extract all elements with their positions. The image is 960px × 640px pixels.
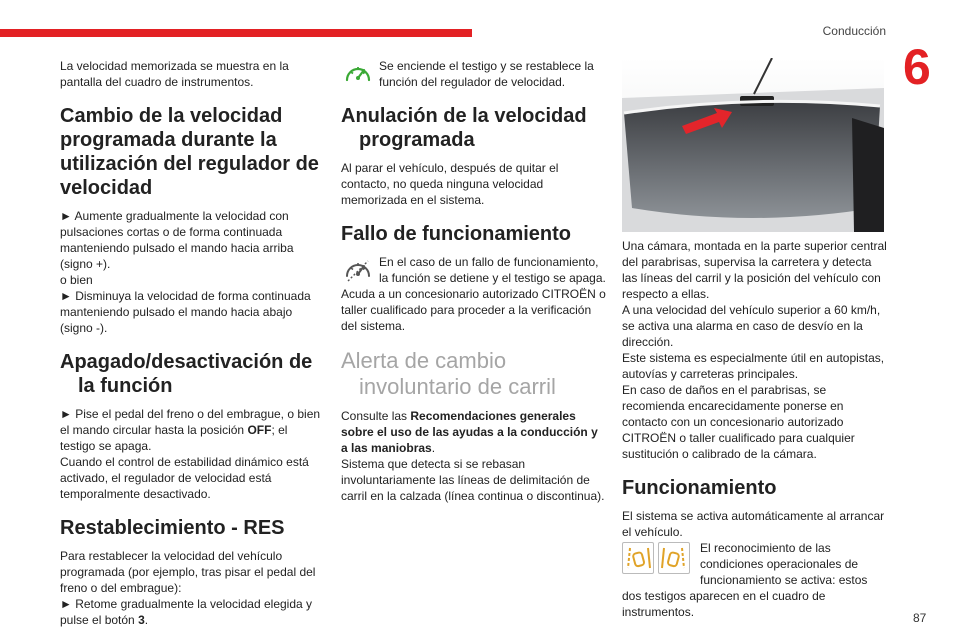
- heading-cancel-line2: programada: [359, 129, 475, 151]
- lane-reference: Recomendaciones generales sobre el uso de las ayudas a la conducción y a las maniobras: [341, 409, 598, 455]
- operation-paragraph-2: El reconocimiento de las condiciones operacionales de funcionamiento se activa: estos dos testigos aparecen en el cuadro de instrumentos.: [622, 541, 868, 619]
- heading-lane-departure: [341, 348, 607, 400]
- green-indicator-text: Se enciende el testigo y se restablece la función del regulador de velocidad.: [379, 59, 594, 89]
- lane-text-c: .: [431, 441, 436, 455]
- change-paragraph-2: o bien: [60, 273, 93, 287]
- res-text-c: .: [144, 613, 149, 627]
- column-2: [341, 58, 607, 504]
- heading-switch-off-line2: la función: [78, 375, 173, 397]
- lane-text-a: Consulte las: [341, 409, 411, 423]
- cruise-control-fault-icon: [341, 254, 375, 286]
- header-accent-bar: [0, 29, 472, 37]
- page-number: 87: [913, 611, 927, 625]
- res-paragraph-1: Para restablecer la velocidad del vehículo programada (por ejemplo, tras pisar el pedal del freno o del embrague):: [60, 549, 316, 595]
- windscreen-camera-photo: [622, 58, 884, 232]
- heading-change-speed-line2: velocidad: [60, 177, 153, 199]
- intro-text: La velocidad memorizada se muestra en la pantalla del cuadro de instrumentos.: [60, 59, 289, 89]
- heading-change-speed-line1: Cambio de la velocidad programada durante la utilización del regulador de: [60, 105, 319, 175]
- fault-paragraph-1: En el caso de un fallo de funcionamiento, la función se detiene y el testigo se apaga.: [379, 255, 606, 285]
- off-keyword: OFF: [247, 423, 272, 437]
- heading-switch-off: [60, 350, 322, 398]
- off-paragraph-2: Cuando el control de estabilidad dinámico está activado, el regulador de velocidad está temporalmente desactivado.: [60, 455, 309, 501]
- lane-indicator-icons: [622, 542, 694, 574]
- cancel-paragraph: Al parar el vehículo, después de quitar el contacto, no queda ninguna velocidad memorizada en el sistema.: [341, 161, 559, 207]
- res-paragraph-2: [60, 596, 322, 628]
- column-3: [622, 58, 888, 620]
- off-text-c: ; el testigo se apaga.: [60, 423, 288, 453]
- lane-departure-left-icon: [622, 542, 654, 574]
- res-text-a: ► Retome gradualmente la velocidad elegida y pulse el botón: [60, 597, 313, 627]
- heading-lane-line2: involuntario de carril: [359, 374, 556, 399]
- camera-paragraph-4: En caso de daños en el parabrisas, se recomienda encarecidamente ponerse en contacto con un concesionario autorizado CITROËN o taller cualificado para cualquier sustitución o calibrado de la cámara.: [622, 383, 855, 461]
- heading-cancel: [341, 104, 607, 152]
- heading-change-speed: [60, 104, 322, 200]
- heading-lane-line1: Alerta de cambio: [341, 348, 507, 373]
- change-paragraph-1: ► Aumente gradualmente la velocidad con pulsaciones cortas o de forma continuada manteniendo pulsado el mando hacia arriba (signo +).: [60, 209, 294, 271]
- camera-paragraph-3: Este sistema es especialmente útil en autopistas, autovías y carreteras principales.: [622, 351, 885, 381]
- column-1: [60, 58, 322, 628]
- lane-paragraph-1: [341, 408, 607, 456]
- operation-indicator-block: [622, 540, 888, 620]
- off-paragraph-1: [60, 406, 322, 454]
- cruise-control-green-icon: [341, 58, 375, 90]
- green-indicator-row: [341, 58, 607, 90]
- chapter-number: 6: [903, 39, 931, 95]
- lane-departure-right-icon: [658, 542, 690, 574]
- camera-paragraph-2: A una velocidad del vehículo superior a 60 km/h, se activa una alarma en caso de desvío en la dirección.: [622, 303, 881, 349]
- section-title: Conducción: [822, 24, 886, 38]
- heading-operation: Funcionamiento: [622, 477, 777, 499]
- change-paragraph-3: ► Disminuya la velocidad de forma continuada manteniendo pulsado el mando hacia abajo (signo -).: [60, 289, 311, 335]
- lane-paragraph-2: Sistema que detecta si se rebasan involuntariamente las líneas de delimitación de carril en la calzada (línea continua o discontinua).: [341, 457, 605, 503]
- operation-paragraph-1: El sistema se activa automáticamente al arrancar el vehículo.: [622, 509, 885, 539]
- camera-paragraph-1: Una cámara, montada en la parte superior central del parabrisas, supervisa la carretera y detecta las líneas del carril y la posición del vehículo con respecto a ellas.: [622, 239, 887, 301]
- heading-switch-off-line1: Apagado/desactivación de: [60, 351, 313, 373]
- res-button-number: 3: [138, 613, 145, 627]
- heading-cancel-line1: Anulación de la velocidad: [341, 105, 587, 127]
- heading-res: Restablecimiento - RES: [60, 517, 285, 539]
- fault-block: [341, 254, 607, 286]
- heading-fault: Fallo de funcionamiento: [341, 223, 572, 245]
- fault-paragraph-2: Acuda a un concesionario autorizado CITROËN o taller cualificado para proceder a la verificación del sistema.: [341, 287, 606, 333]
- off-text-a: ► Pise el pedal del freno o del embrague, o bien el mando circular hasta la posición: [60, 407, 321, 437]
